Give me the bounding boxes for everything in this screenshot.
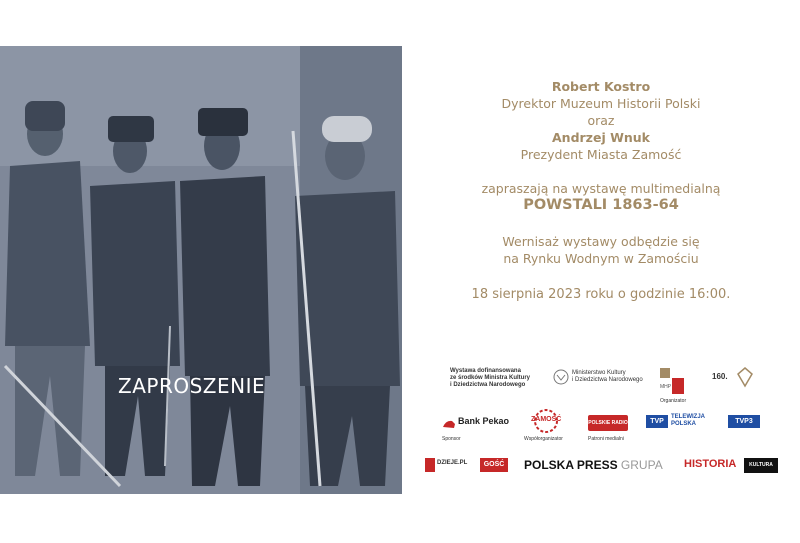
eagle-emblem-icon <box>552 368 570 386</box>
grupa-text: GRUPA <box>620 458 663 472</box>
tvp-polska-text <box>671 414 705 428</box>
tvp-polska-line-1: TELEWIZJA <box>671 414 705 420</box>
historia-logo: HISTORIA <box>684 458 737 470</box>
coorganizer-label: Współorganizator <box>524 436 563 442</box>
radio-logo: POLSKIE RADIO <box>588 415 628 431</box>
funding-line-3: i Dziedzictwa Narodowego <box>450 382 526 388</box>
invite-line: zapraszają na wystawę multimedialną <box>481 181 721 196</box>
polska-press-logo <box>524 458 663 472</box>
sponsor-logos <box>420 360 800 490</box>
host1-role: Dyrektor Muzeum Historii Polski <box>501 96 701 111</box>
organizer-label: Organizator <box>660 398 687 404</box>
museum-logo-icon <box>658 366 686 396</box>
hosts-block <box>402 78 800 163</box>
bison-icon <box>442 416 456 426</box>
vernissage-block <box>402 233 800 267</box>
host1-name: Robert Kostro <box>551 79 651 94</box>
invite-block <box>402 180 800 214</box>
funding-line-1: Wystawa dofinansowana <box>450 368 521 374</box>
tvp-polska-line-2: POLSKA <box>671 421 697 427</box>
host2-name: Andrzej Wnuk <box>552 130 650 145</box>
exhibition-title: POWSTALI 1863-64 <box>523 197 679 213</box>
anniversary-emblem-icon <box>736 366 754 388</box>
ministry-line-2: i Dziedzictwa Narodowego <box>572 377 643 383</box>
host2-role: Prezydent Miasta Zamość <box>520 147 682 162</box>
media-label: Patroni medialni <box>588 436 624 442</box>
gosc-logo: GOŚĆ <box>480 458 508 472</box>
photo-title: ZAPROSZENIE <box>118 374 266 398</box>
tvp-logo: TVP <box>646 415 668 428</box>
tvp3-logo: TVP3 <box>728 415 760 428</box>
historical-photo <box>0 46 402 494</box>
sponsor-label: Sponsor <box>442 436 461 442</box>
polska-press-text: POLSKA PRESS <box>524 458 618 472</box>
funding-line-2: ze środków Ministra Kultury <box>450 375 531 381</box>
zamosc-logo <box>528 408 564 434</box>
dzieje-logo: DZIEJE.PL <box>437 460 468 466</box>
ministry-logo <box>572 370 643 384</box>
ministry-line-1: Ministerstwo Kultury <box>572 370 626 376</box>
anniversary-logo: 160. <box>712 372 728 381</box>
zamosc-logo-text: ZAMOŚĆ <box>531 416 562 423</box>
svg-text:MHP: MHP <box>660 384 672 390</box>
bank-logo: Bank Pekao <box>458 416 510 426</box>
kultura-logo: KULTURA <box>744 458 778 473</box>
dzieje-icon <box>425 458 435 472</box>
event-date: 18 sierpnia 2023 roku o godzinie 16:00. <box>471 287 731 302</box>
vernissage-line-1: Wernisaż wystawy odbędzie się <box>502 234 700 249</box>
conjunction: oraz <box>587 113 615 128</box>
funding-note <box>450 368 530 389</box>
photo-illustration <box>0 46 402 494</box>
vernissage-line-2: na Rynku Wodnym w Zamościu <box>503 251 699 266</box>
date-block <box>402 286 800 303</box>
